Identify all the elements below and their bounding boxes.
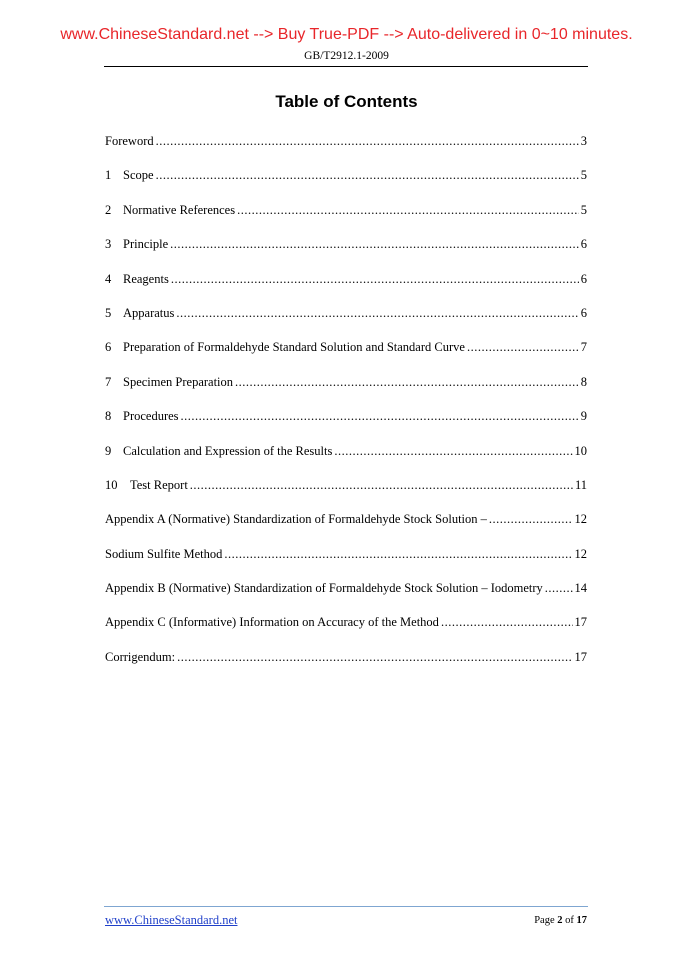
toc-entry-number: 9 <box>105 443 112 458</box>
toc-entry-number: 10 <box>105 477 118 492</box>
toc-entry-page: 12 <box>574 512 587 527</box>
toc-entry-page: 17 <box>574 615 587 630</box>
toc-entry[interactable] <box>105 547 587 581</box>
toc-leader <box>156 134 579 148</box>
toc-entry-page: 6 <box>580 271 587 286</box>
page-label: Page <box>534 915 555 926</box>
toc-entry[interactable] <box>105 272 587 306</box>
toc-entry-page: 11 <box>574 477 587 492</box>
toc-leader <box>467 340 579 354</box>
toc-entry-title: Corrigendum: <box>105 649 176 664</box>
toc-entry-page: 5 <box>580 168 587 183</box>
toc-entry-number: 3 <box>105 237 112 252</box>
toc-entry[interactable] <box>105 375 587 409</box>
page-indicator <box>534 915 587 926</box>
toc-entry[interactable] <box>105 306 587 340</box>
footer-divider <box>104 906 588 907</box>
toc-entry-title: Appendix B (Normative) Standardization of Formaldehyde Stock Solution – Iodometry <box>105 581 543 596</box>
toc-entry-number: 1 <box>105 168 112 183</box>
standard-code: GB/T2912.1-2009 <box>304 50 389 62</box>
toc-entry[interactable] <box>105 409 587 443</box>
toc-entry-page: 6 <box>580 237 587 252</box>
toc-entry-number: 6 <box>105 340 112 355</box>
toc-entry-page: 3 <box>580 134 587 148</box>
toc-entry-page: 12 <box>574 546 587 561</box>
toc-entry-page: 14 <box>574 581 587 596</box>
toc-entry-page: 8 <box>580 374 587 389</box>
toc-leader <box>181 409 579 423</box>
toc-entry-page: 5 <box>580 202 587 217</box>
toc-entry-title: Specimen Preparation <box>123 374 234 389</box>
toc-entry-title: Test Report <box>130 477 188 492</box>
toc-entry-number: 2 <box>105 202 112 217</box>
toc-leader <box>334 444 572 458</box>
toc-entry-title: Apparatus <box>123 305 175 320</box>
toc-entry[interactable] <box>105 134 587 168</box>
toc-entry-number: 8 <box>105 409 112 424</box>
toc-entry-title: Reagents <box>123 271 169 286</box>
toc-entry-title: Appendix A (Normative) Standardization of Formaldehyde Stock Solution – <box>105 512 487 527</box>
toc-entry-title: Procedures <box>123 409 179 424</box>
page-of: of <box>565 915 574 926</box>
toc-entry-title: Scope <box>123 168 154 183</box>
toc-entry[interactable] <box>105 478 587 512</box>
toc-entry[interactable] <box>105 615 587 649</box>
toc-leader <box>441 615 573 629</box>
toc-entry[interactable] <box>105 340 587 374</box>
toc-leader <box>489 512 573 526</box>
toc-entry-number: 7 <box>105 374 112 389</box>
toc-entry-title: Normative References <box>123 202 236 217</box>
toc-entry[interactable] <box>105 444 587 478</box>
toc-entry[interactable] <box>105 203 587 237</box>
toc-entry-number: 5 <box>105 305 112 320</box>
header-divider <box>104 66 588 67</box>
footer-website-link[interactable]: www.ChineseStandard.net <box>105 913 238 927</box>
toc-entry-title: Appendix C (Informative) Information on Accuracy of the Method <box>105 615 439 630</box>
toc-entry-title: Sodium Sulfite Method <box>105 546 223 561</box>
page-total: 17 <box>576 915 587 926</box>
toc-leader <box>176 306 578 320</box>
toc-entry[interactable] <box>105 650 587 684</box>
toc-entry[interactable] <box>105 237 587 271</box>
toc-title: Table of Contents <box>275 92 418 111</box>
toc-entry[interactable] <box>105 168 587 202</box>
toc-entry-page: 6 <box>580 305 587 320</box>
toc-entry-page: 10 <box>574 443 587 458</box>
page-current: 2 <box>557 915 563 926</box>
promo-banner-link[interactable]: www.ChineseStandard.net --> Buy True-PDF --> Auto-delivered in 0~10 minutes. <box>60 26 633 43</box>
toc-leader <box>177 650 572 664</box>
toc-leader <box>237 203 579 217</box>
toc-entry[interactable] <box>105 581 587 615</box>
toc-leader <box>545 581 573 595</box>
toc-leader <box>235 375 579 389</box>
toc-entry-title: Calculation and Expression of the Results <box>123 443 333 458</box>
toc-entry-title: Foreword <box>105 134 154 148</box>
toc-entry[interactable] <box>105 512 587 546</box>
toc-entry-title: Preparation of Formaldehyde Standard Solution and Standard Curve <box>123 340 465 355</box>
toc-leader <box>156 168 579 182</box>
toc-entry-number: 4 <box>105 271 112 286</box>
toc-entry-page: 9 <box>580 409 587 424</box>
toc-entry-page: 17 <box>574 649 587 664</box>
toc-leader <box>224 547 572 561</box>
toc-leader <box>171 272 579 286</box>
toc-leader <box>190 478 573 492</box>
toc-entry-page: 7 <box>580 340 587 355</box>
toc-entry-title: Principle <box>123 237 169 252</box>
toc-list <box>105 134 587 684</box>
toc-leader <box>170 237 579 251</box>
